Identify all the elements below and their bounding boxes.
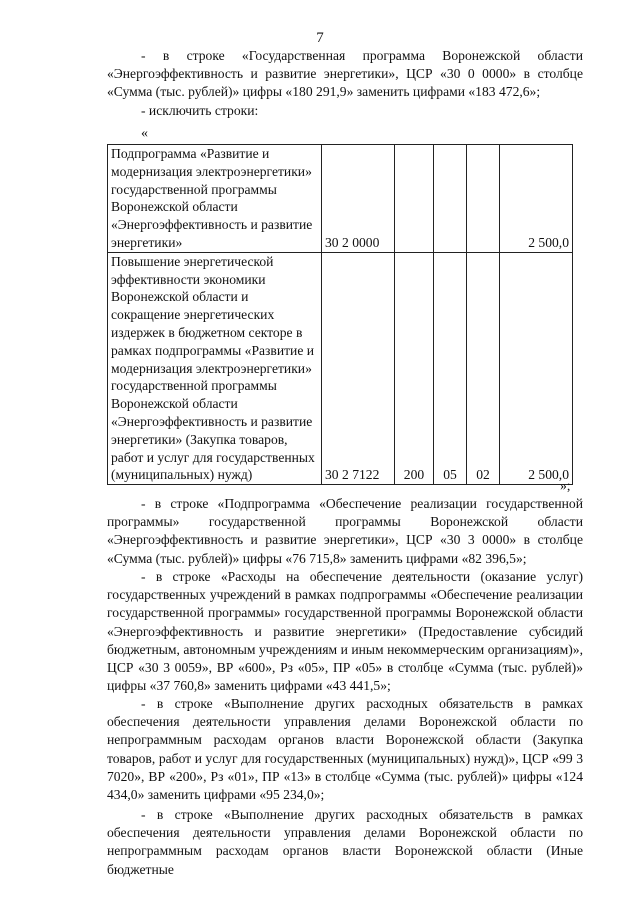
excluded-rows-table [107, 144, 573, 485]
table-row [108, 145, 573, 253]
quote-open-mark: « [141, 126, 148, 141]
cell-pr: 02 [467, 252, 500, 484]
cell-csr: 30 2 0000 [322, 145, 395, 253]
paragraph-other-obligations-budget: - в строке «Выполнение других расходных обязательств в рамках обеспечения деятельности управления делами Воронежской области по непрограммным расходам органов власти Воронежской области (Иные бюджетные [107, 807, 583, 877]
paragraph-other-obligations-procurement: - в строке «Выполнение других расходных обязательств в рамках обеспечения деятельности управления делами Воронежской области по непрограммным расходам органов власти Воронежской области (Закупка товаров, работ и услуг для государственных (муниципальных) нужд)», ЦСР «99 3 7020», ВР «200», Рз «01», ПР «13» в столбце «Сумма (тыс. рублей)» цифры «124 434,0» заменить цифрами «95 234,0»; [107, 696, 583, 803]
table-row [108, 252, 573, 484]
cell-name: Подпрограмма «Развитие и модернизация электроэнергетики» государственной программы Воронежской области «Энергоэффективность и развитие энергетики» [108, 145, 322, 253]
cell-rz [434, 145, 467, 253]
cell-name: Повышение энергетической эффективности экономики Воронежской области и сокращение энергетических издержек в бюджетном секторе в рамках подпрограммы «Развитие и модернизация электроэнергетики» государственной программы Воронежской области «Энергоэффективность и развитие энергетики» (Закупка товаров, работ и услуг для государственных (муниципальных) нужд) [108, 252, 322, 484]
cell-sum: 2 500,0 [500, 252, 573, 484]
cell-sum: 2 500,0 [500, 145, 573, 253]
paragraph-institutions-expenses: - в строке «Расходы на обеспечение деятельности (оказание услуг) государственных учреждений в рамках подпрограммы «Обеспечение реализации государственной программы» государственной программы Воронежской области «Энергоэффективность и развитие энергетики» (Предоставление субсидий бюджетным, автономным учреждениям и иным некоммерческим организациям)», ЦСР «30 3 0059», ВР «600», Рз «05», ПР «05» в столбце «Сумма (тыс. рублей)» цифры «37 760,8» заменить цифрами «43 441,5»; [107, 569, 583, 694]
cell-csr: 30 2 7122 [322, 252, 395, 484]
paragraph-energy-program: - в строке «Государственная программа Воронежской области «Энергоэффективность и развитие энергетики», ЦСР «30 0 0000» в столбце «Сумма (тыс. рублей)» цифры «180 291,9» заменить цифрами «183 472,6»; [107, 48, 583, 100]
cell-vr [395, 145, 434, 253]
cell-vr: 200 [395, 252, 434, 484]
page-number: 7 [316, 30, 324, 46]
paragraph-exclude-rows: - исключить строки: [141, 103, 259, 118]
cell-rz: 05 [434, 252, 467, 484]
paragraph-subprogram-support: - в строке «Подпрограмма «Обеспечение реализации государственной программы» государственной программы Воронежской области «Энергоэффективность и развитие энергетики», ЦСР «30 3 0000» в столбце «Сумма (тыс. рублей)» цифры «76 715,8» заменить цифрами «82 396,5»; [107, 496, 583, 566]
cell-pr [467, 145, 500, 253]
quote-close-mark: »; [560, 478, 571, 493]
